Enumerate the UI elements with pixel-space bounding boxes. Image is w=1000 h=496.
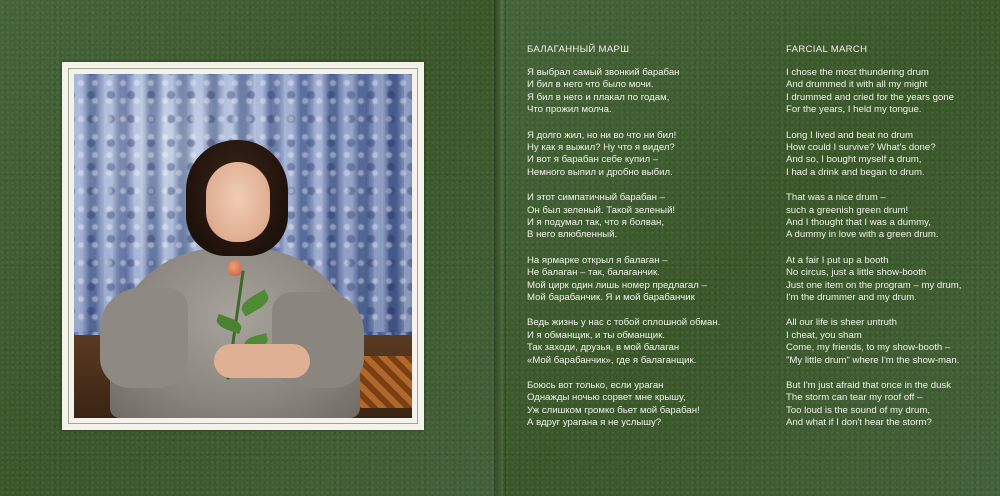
face — [206, 162, 270, 242]
lyric-line: A dummy in love with a green drum. — [786, 229, 939, 241]
stanza — [527, 317, 767, 367]
lyric-line: I cheat, you sham — [786, 329, 862, 341]
lyric-line: Just one item on the program – my drum, — [786, 279, 962, 291]
lyric-line: А вдруг урагана я не услышу? — [527, 417, 662, 429]
lyric-line: At a fair I put up a booth — [786, 254, 889, 266]
rose-bud — [228, 260, 242, 276]
lyric-line: And drummed it with all my might — [786, 79, 928, 91]
lyric-line: Ну как я выжил? Ну что я видел? — [527, 141, 675, 153]
left-sleeve — [100, 288, 188, 388]
lyric-line: And so, I bought myself a drum, — [786, 154, 922, 166]
left-page — [0, 0, 496, 496]
lyric-line: Ведь жизнь у нас с тобой сплошной обман. — [527, 317, 721, 329]
book-gutter — [494, 0, 506, 496]
stanza — [786, 380, 996, 430]
lyric-line: «Мой барабанчик», где я балаганщик. — [527, 354, 697, 366]
lyric-line: I had a drink and began to drum. — [786, 166, 925, 178]
lyric-line: Мой барабанчик. Я и мой барабанчик — [527, 292, 695, 303]
lyric-line: Come, my friends, to my show-booth – — [786, 342, 951, 354]
stanza — [527, 67, 767, 117]
song-title-russian: БАЛАГАННЫЙ МАРШ — [527, 44, 630, 55]
lyric-line: No circus, just a little show-booth — [786, 267, 927, 279]
lyric-line: Long I lived and beat no drum — [786, 129, 913, 141]
lyric-line: Боюсь вот только, если ураган — [527, 380, 664, 392]
lyric-line: such a greenish green drum! — [786, 204, 909, 216]
lyric-line: Уж слишком громко бьет мой барабан! — [527, 404, 700, 416]
stanza — [786, 317, 996, 367]
lyric-line: I drummed and cried for the years gone — [786, 91, 954, 103]
lyric-line: И я подумал так, что я болван, — [527, 216, 665, 228]
lyrics-russian — [527, 44, 767, 430]
lyric-line: Я выбрал самый звонкий барабан — [527, 66, 680, 78]
lyric-line: Мой цирк один лишь номер предлагал – — [527, 279, 707, 291]
lyric-line: And I thought that I was a dummy, — [786, 216, 931, 228]
lyric-line: Я долго жил, но ни во что ни бил! — [527, 129, 677, 141]
lyric-line: Он был зеленый. Такой зеленый! — [527, 204, 676, 216]
lyric-line: Так заходи, друзья, в мой балаган — [527, 342, 680, 354]
stanza — [527, 380, 767, 430]
lyric-line: Не балаган – так, балаганчик. — [527, 267, 660, 279]
lyric-line: Однажды ночью сорвет мне крышу, — [527, 392, 686, 404]
lyric-line: Too loud is the sound of my drum, — [786, 404, 930, 416]
lyric-line: All our life is sheer untruth — [786, 317, 897, 329]
lyric-line: И этот симпатичный барабан – — [527, 192, 665, 204]
photo-frame — [62, 62, 424, 430]
lyric-line: The storm can tear my roof off – — [786, 392, 923, 404]
stanza — [786, 192, 996, 242]
lyric-line: How could I survive? What's done? — [786, 141, 936, 153]
lyric-line: And what if I don't hear the storm? — [786, 417, 932, 429]
lyrics-english — [786, 44, 996, 430]
lyric-line: I chose the most thundering drum — [786, 66, 929, 78]
lyric-line: That was a nice drum – — [786, 192, 886, 204]
stanza — [527, 130, 767, 180]
stanza — [786, 67, 996, 117]
stanza — [786, 130, 996, 180]
stanza — [786, 255, 996, 305]
hands — [214, 344, 310, 378]
lyric-line: В него влюбленный. — [527, 229, 618, 241]
lyric-line: Что прожил молча. — [527, 104, 612, 116]
lyric-line: For the years, I held my tongue. — [786, 104, 922, 116]
portrait-photo — [74, 74, 412, 418]
lyric-line: "My little drum" where I'm the show-man. — [786, 354, 960, 366]
lyric-line: И бил в него что было мочи. — [527, 79, 654, 91]
stanza — [527, 192, 767, 242]
song-title-english: FARCIAL MARCH — [786, 44, 868, 55]
lyric-line: Немного выпил и дробно выбил. — [527, 166, 673, 178]
stanza — [527, 255, 767, 305]
lyric-line: На ярмарке открыл я балаган – — [527, 254, 668, 266]
lyric-line: И вот я барабан себе купил – — [527, 154, 659, 166]
lyric-line: I'm the drummer and my drum. — [786, 292, 917, 303]
lyric-line: Я бил в него и плакал по годам, — [527, 91, 670, 103]
lyric-line: И я обманщик, и ты обманщик. — [527, 329, 665, 341]
lyric-line: But I'm just afraid that once in the dusk — [786, 380, 952, 392]
